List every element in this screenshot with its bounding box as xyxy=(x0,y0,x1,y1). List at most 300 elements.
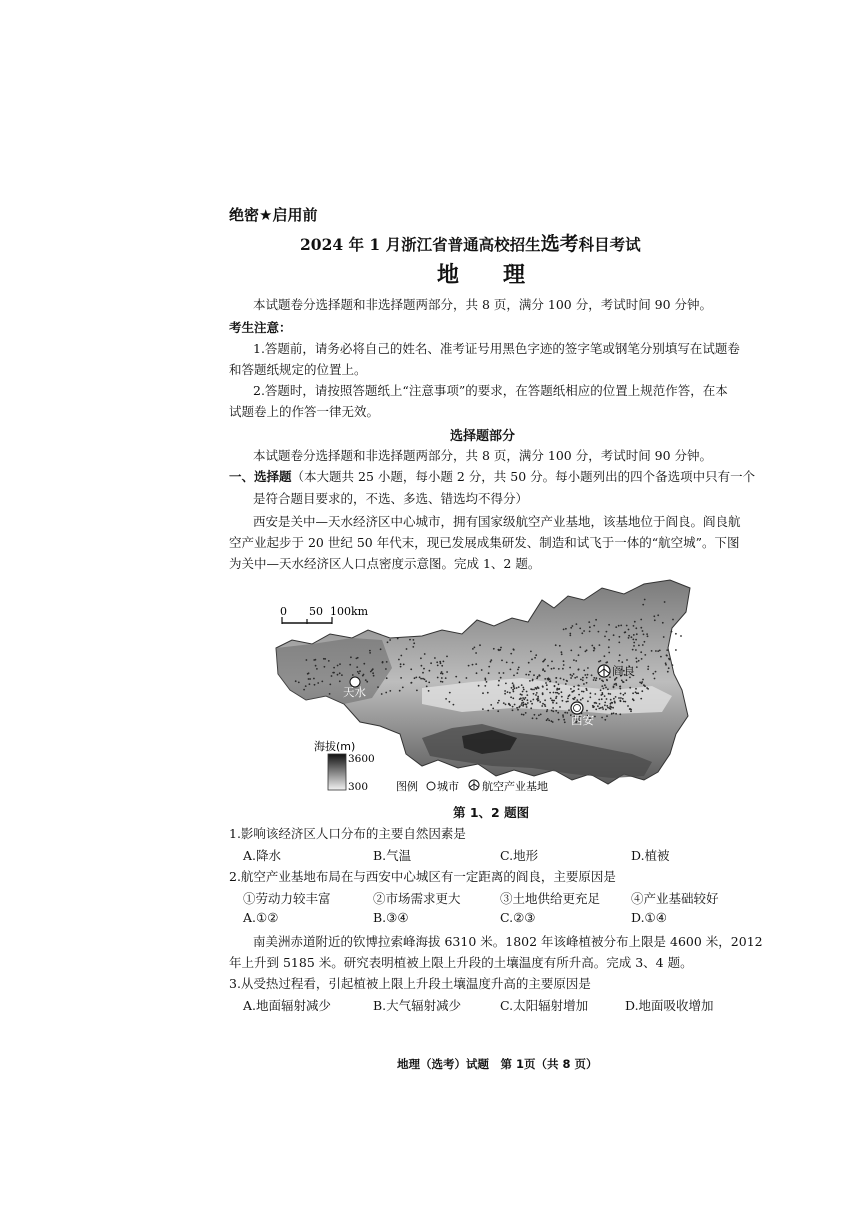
population-dot xyxy=(587,700,589,702)
population-dot xyxy=(441,665,443,667)
western-highland xyxy=(276,638,392,704)
population-dot xyxy=(647,688,649,690)
population-dot xyxy=(613,687,615,689)
population-dot xyxy=(534,714,536,716)
population-dot xyxy=(606,661,608,663)
population-dot xyxy=(640,651,642,653)
population-dot xyxy=(644,685,646,687)
population-dot xyxy=(516,672,518,674)
population-dot xyxy=(370,671,372,673)
population-dot xyxy=(618,642,620,644)
population-dot xyxy=(472,664,474,666)
population-dot xyxy=(606,705,608,707)
population-dot xyxy=(584,674,586,676)
population-dot xyxy=(552,702,554,704)
population-dot xyxy=(546,684,548,686)
population-dot xyxy=(551,710,553,712)
population-dot xyxy=(413,642,415,644)
population-dot xyxy=(443,661,445,663)
population-dot xyxy=(608,646,610,648)
population-dot xyxy=(509,692,511,694)
population-dot xyxy=(604,684,606,686)
population-dot xyxy=(574,677,576,679)
q2-option-c: C.②③ xyxy=(500,910,536,925)
population-dot xyxy=(621,661,623,663)
population-dot xyxy=(422,672,424,674)
population-dot xyxy=(526,691,528,693)
population-dot xyxy=(655,650,657,652)
population-dot xyxy=(423,668,425,670)
population-dot xyxy=(530,707,532,709)
population-dot xyxy=(400,663,402,665)
population-dot xyxy=(362,675,364,677)
population-dot xyxy=(478,685,480,687)
population-dot xyxy=(507,691,509,693)
population-dot xyxy=(513,691,515,693)
population-dot xyxy=(607,707,609,709)
population-dot xyxy=(593,650,595,652)
population-dot xyxy=(542,693,544,695)
population-dot xyxy=(566,680,568,682)
population-dot xyxy=(564,712,566,714)
population-dot xyxy=(308,678,310,680)
population-dot xyxy=(641,681,643,683)
population-dot xyxy=(356,666,358,668)
population-dot xyxy=(498,684,500,686)
population-dot xyxy=(624,701,626,703)
population-dot xyxy=(569,694,571,696)
population-dot xyxy=(629,687,631,689)
population-dot xyxy=(558,684,560,686)
population-dot xyxy=(573,659,575,661)
population-dot xyxy=(329,693,331,695)
population-dot xyxy=(551,668,553,670)
population-dot xyxy=(642,630,644,632)
population-dot xyxy=(605,687,607,689)
population-dot xyxy=(337,665,339,667)
passage1-line1: 西安是关中—天水经济区中心城市，拥有国家级航空产业基地，该基地位于阎良。阎良航 xyxy=(253,514,741,529)
population-dot xyxy=(590,692,592,694)
population-dot xyxy=(594,693,596,695)
population-dot xyxy=(659,650,661,652)
population-dot xyxy=(594,702,596,704)
population-dot xyxy=(614,683,616,685)
population-dot xyxy=(591,674,593,676)
population-dot xyxy=(369,652,371,654)
population-dot xyxy=(672,664,674,666)
population-dot xyxy=(538,714,540,716)
population-dot xyxy=(493,648,495,650)
population-dot xyxy=(547,665,549,667)
population-dot xyxy=(623,701,625,703)
population-dot xyxy=(570,677,572,679)
population-dot xyxy=(479,644,481,646)
population-dot xyxy=(414,677,416,679)
population-dot xyxy=(657,650,659,652)
population-dot xyxy=(428,682,430,684)
population-dot xyxy=(544,699,546,701)
q2-stem: 2.航空产业基地布局在与西安中心城区有一定距离的阎良，主要原因是 xyxy=(229,869,616,884)
population-dot xyxy=(575,660,577,662)
population-dot xyxy=(634,621,636,623)
q3-option-c: C.太阳辐射增加 xyxy=(500,998,589,1013)
population-dot xyxy=(569,633,571,635)
population-dot xyxy=(549,692,551,694)
population-dot xyxy=(487,692,489,694)
population-dot xyxy=(604,702,606,704)
population-dot xyxy=(420,678,422,680)
population-dot xyxy=(552,721,554,723)
population-dot xyxy=(442,673,444,675)
population-dot xyxy=(642,644,644,646)
population-dot xyxy=(603,688,605,690)
notice-item-1-cont: 和答题纸规定的位置上。 xyxy=(229,362,367,377)
population-dot xyxy=(526,706,528,708)
population-dot xyxy=(513,675,515,677)
population-dot xyxy=(349,664,351,666)
population-dot xyxy=(598,661,600,663)
population-dot xyxy=(563,719,565,721)
population-dot xyxy=(556,688,558,690)
population-dot xyxy=(565,628,567,630)
population-dot xyxy=(339,680,341,682)
population-dot xyxy=(633,642,635,644)
population-dot xyxy=(642,679,644,681)
population-dot xyxy=(561,653,563,655)
population-dot xyxy=(578,694,580,696)
population-dot xyxy=(633,625,635,627)
population-dot xyxy=(585,651,587,653)
population-dot xyxy=(552,700,554,702)
q1-option-c: C.地形 xyxy=(500,848,539,863)
population-dot xyxy=(566,701,568,703)
population-dot xyxy=(527,702,529,704)
population-dot xyxy=(556,702,558,704)
elevation-min-label: 300 xyxy=(348,781,369,793)
population-dot xyxy=(531,659,533,661)
population-dot xyxy=(613,698,615,700)
population-dot xyxy=(429,670,431,672)
population-dot xyxy=(618,697,620,699)
population-dot xyxy=(412,646,414,648)
population-dot xyxy=(569,667,571,669)
population-dot xyxy=(303,689,305,691)
population-dot xyxy=(549,681,551,683)
population-dot xyxy=(377,686,379,688)
population-dot xyxy=(419,676,421,678)
population-dot xyxy=(636,633,638,635)
population-dot xyxy=(520,698,522,700)
population-dot xyxy=(635,639,637,641)
population-dot xyxy=(399,690,401,692)
population-dot xyxy=(583,670,585,672)
population-dot xyxy=(449,692,451,694)
q3-option-b: B.大气辐射减少 xyxy=(373,998,462,1013)
population-dot xyxy=(316,668,318,670)
population-dot xyxy=(415,677,417,679)
population-dot xyxy=(555,697,557,699)
population-dot xyxy=(576,699,578,701)
population-dot xyxy=(608,693,610,695)
population-dot xyxy=(402,687,404,689)
population-dot xyxy=(505,704,507,706)
population-dot xyxy=(561,691,563,693)
population-dot xyxy=(600,689,602,691)
population-dot xyxy=(544,670,546,672)
population-dot xyxy=(531,703,533,705)
city-label-yanliang: 阎良 xyxy=(612,664,635,678)
population-dot xyxy=(644,599,646,601)
population-dot xyxy=(440,681,442,683)
population-dot xyxy=(595,679,597,681)
population-dot xyxy=(654,619,656,621)
population-dot xyxy=(539,701,541,703)
population-dot xyxy=(612,707,614,709)
population-dot xyxy=(425,680,427,682)
population-dot xyxy=(409,639,411,641)
population-dot xyxy=(604,704,606,706)
population-dot xyxy=(298,682,300,684)
population-dot xyxy=(619,700,621,702)
elevation-max-label: 3600 xyxy=(348,753,375,765)
population-dot xyxy=(640,627,642,629)
legend-label: 图例 xyxy=(396,780,418,793)
population-dot xyxy=(497,702,499,704)
population-dot xyxy=(664,601,666,603)
population-dot xyxy=(644,654,646,656)
population-dot xyxy=(517,669,519,671)
population-dot xyxy=(535,654,537,656)
population-dot xyxy=(573,698,575,700)
population-dot xyxy=(623,694,625,696)
population-dot xyxy=(660,656,662,658)
population-dot xyxy=(632,692,634,694)
population-dot xyxy=(657,614,659,616)
population-dot xyxy=(640,698,642,700)
population-dot xyxy=(482,692,484,694)
passage2-line1: 南美洲赤道附近的钦博拉索峰海拔 6310 米。1802 年该峰植被分布上限是 4600 米，2012 xyxy=(253,934,763,949)
population-dot xyxy=(533,693,535,695)
population-dot xyxy=(605,709,607,711)
population-dot xyxy=(503,702,505,704)
population-dot xyxy=(533,689,535,691)
population-dot xyxy=(635,657,637,659)
population-dot xyxy=(586,682,588,684)
population-dot xyxy=(578,654,580,656)
population-dot xyxy=(655,671,657,673)
population-dot xyxy=(545,682,547,684)
population-dot xyxy=(615,626,617,628)
population-dot xyxy=(563,660,565,662)
population-dot xyxy=(564,721,566,723)
notice-title: 考生注意： xyxy=(229,320,292,335)
population-dot xyxy=(615,696,617,698)
q3-option-d: D.地面吸收增加 xyxy=(625,998,714,1013)
q1-stem: 1.影响该经济区人口分布的主要自然因素是 xyxy=(229,826,466,841)
scale-100-label: 100km xyxy=(330,605,369,618)
population-dot xyxy=(484,678,486,680)
population-dot xyxy=(570,627,572,629)
population-dot xyxy=(554,685,556,687)
population-dot xyxy=(481,669,483,671)
population-dot xyxy=(410,668,412,670)
population-dot xyxy=(680,635,682,637)
population-dot xyxy=(498,700,500,702)
q2-option-a: A.①② xyxy=(243,910,279,925)
q2-item-3: ③土地供给更充足 xyxy=(500,891,601,906)
population-dot xyxy=(474,647,476,649)
population-dot xyxy=(566,712,568,714)
population-dot xyxy=(598,708,600,710)
population-dot xyxy=(562,700,564,702)
population-dot xyxy=(317,682,319,684)
population-dot xyxy=(546,711,548,713)
population-dot xyxy=(556,696,558,698)
q1-option-b: B.气温 xyxy=(373,848,412,863)
population-dot xyxy=(352,674,354,676)
q1-option-a: A.降水 xyxy=(243,848,282,863)
population-dot xyxy=(536,718,538,720)
population-dot xyxy=(582,697,584,699)
population-dot xyxy=(527,699,529,701)
population-dot xyxy=(468,665,470,667)
population-dot xyxy=(555,681,557,683)
population-dot xyxy=(537,686,539,688)
population-dot xyxy=(513,686,515,688)
population-dot xyxy=(522,691,524,693)
map-svg xyxy=(272,578,714,800)
population-dot xyxy=(589,626,591,628)
population-dot xyxy=(558,688,560,690)
population-dot xyxy=(315,665,317,667)
population-dot xyxy=(615,713,617,715)
population-dot xyxy=(437,665,439,667)
population-dot xyxy=(387,641,389,643)
population-dot xyxy=(503,672,505,674)
population-dot xyxy=(305,685,307,687)
population-dot xyxy=(594,716,596,718)
population-dot xyxy=(568,709,570,711)
population-dot xyxy=(528,662,530,664)
q2-option-d: D.①④ xyxy=(631,910,667,925)
population-dot xyxy=(636,666,638,668)
population-dot xyxy=(525,712,527,714)
population-dot xyxy=(328,660,330,662)
population-dot xyxy=(529,671,531,673)
population-dot xyxy=(530,700,532,702)
population-dot xyxy=(578,688,580,690)
population-dot xyxy=(413,639,415,641)
scale-bar xyxy=(280,605,369,624)
population-dot xyxy=(622,681,624,683)
population-dot xyxy=(492,708,494,710)
population-dot xyxy=(672,619,674,621)
population-dot xyxy=(446,656,448,658)
population-dot xyxy=(430,662,432,664)
population-dot xyxy=(614,679,616,681)
population-dot xyxy=(563,629,565,631)
population-dot xyxy=(372,672,374,674)
notice-item-2-cont: 试题卷上的作答一律无效。 xyxy=(229,404,380,419)
population-dot xyxy=(421,665,423,667)
elevation-title: 海拔(m) xyxy=(314,740,356,753)
population-dot xyxy=(562,714,564,716)
population-dot xyxy=(341,674,343,676)
population-dot xyxy=(550,698,552,700)
population-dot xyxy=(626,679,628,681)
population-dot xyxy=(576,676,578,678)
population-dot xyxy=(501,660,503,662)
population-dot xyxy=(547,678,549,680)
population-dot xyxy=(675,649,677,651)
section-title: 选择题部分 xyxy=(450,429,516,444)
population-dot xyxy=(561,696,563,698)
population-dot xyxy=(506,662,508,664)
population-dot xyxy=(631,636,633,638)
population-dot xyxy=(599,678,601,680)
population-dot xyxy=(668,667,670,669)
population-dot xyxy=(571,675,573,677)
population-dot xyxy=(573,690,575,692)
population-dot xyxy=(440,662,442,664)
population-dot xyxy=(513,649,515,651)
population-dot xyxy=(490,704,492,706)
population-dot xyxy=(570,674,572,676)
population-dot xyxy=(406,648,408,650)
population-dot xyxy=(579,628,581,630)
population-dot xyxy=(536,692,538,694)
population-dot xyxy=(449,701,451,703)
population-dot xyxy=(542,669,544,671)
population-dot xyxy=(505,683,507,685)
population-dot xyxy=(500,677,502,679)
population-dot xyxy=(585,688,587,690)
legend-city-icon xyxy=(427,782,435,790)
population-dot xyxy=(641,658,643,660)
part-title: 一、选择题 xyxy=(229,469,292,484)
population-dot xyxy=(618,625,620,627)
population-dot xyxy=(647,668,649,670)
population-dot xyxy=(591,645,593,647)
population-dot xyxy=(424,653,426,655)
population-dot xyxy=(651,650,653,652)
part-desc-cont: 是符合题目要求的，不选、多选、错选均不得分） xyxy=(253,491,529,506)
population-dot xyxy=(557,712,559,714)
population-dot xyxy=(611,713,613,715)
population-dot xyxy=(498,649,500,651)
population-dot xyxy=(513,684,515,686)
population-dot xyxy=(602,693,604,695)
population-dot xyxy=(621,680,623,682)
population-dot xyxy=(669,659,671,661)
q2-option-b: B.③④ xyxy=(373,910,409,925)
population-dot xyxy=(628,635,630,637)
population-dot xyxy=(475,652,477,654)
population-dot xyxy=(607,688,609,690)
population-dot xyxy=(540,714,542,716)
population-dot xyxy=(589,631,591,633)
population-dot xyxy=(609,676,611,678)
population-dot xyxy=(613,712,615,714)
population-dot xyxy=(614,701,616,703)
population-dot xyxy=(637,692,639,694)
population-dot xyxy=(359,670,361,672)
population-dot xyxy=(633,699,635,701)
population-dot xyxy=(358,673,360,675)
population-dot xyxy=(535,694,537,696)
population-dot xyxy=(618,660,620,662)
population-dot xyxy=(580,679,582,681)
